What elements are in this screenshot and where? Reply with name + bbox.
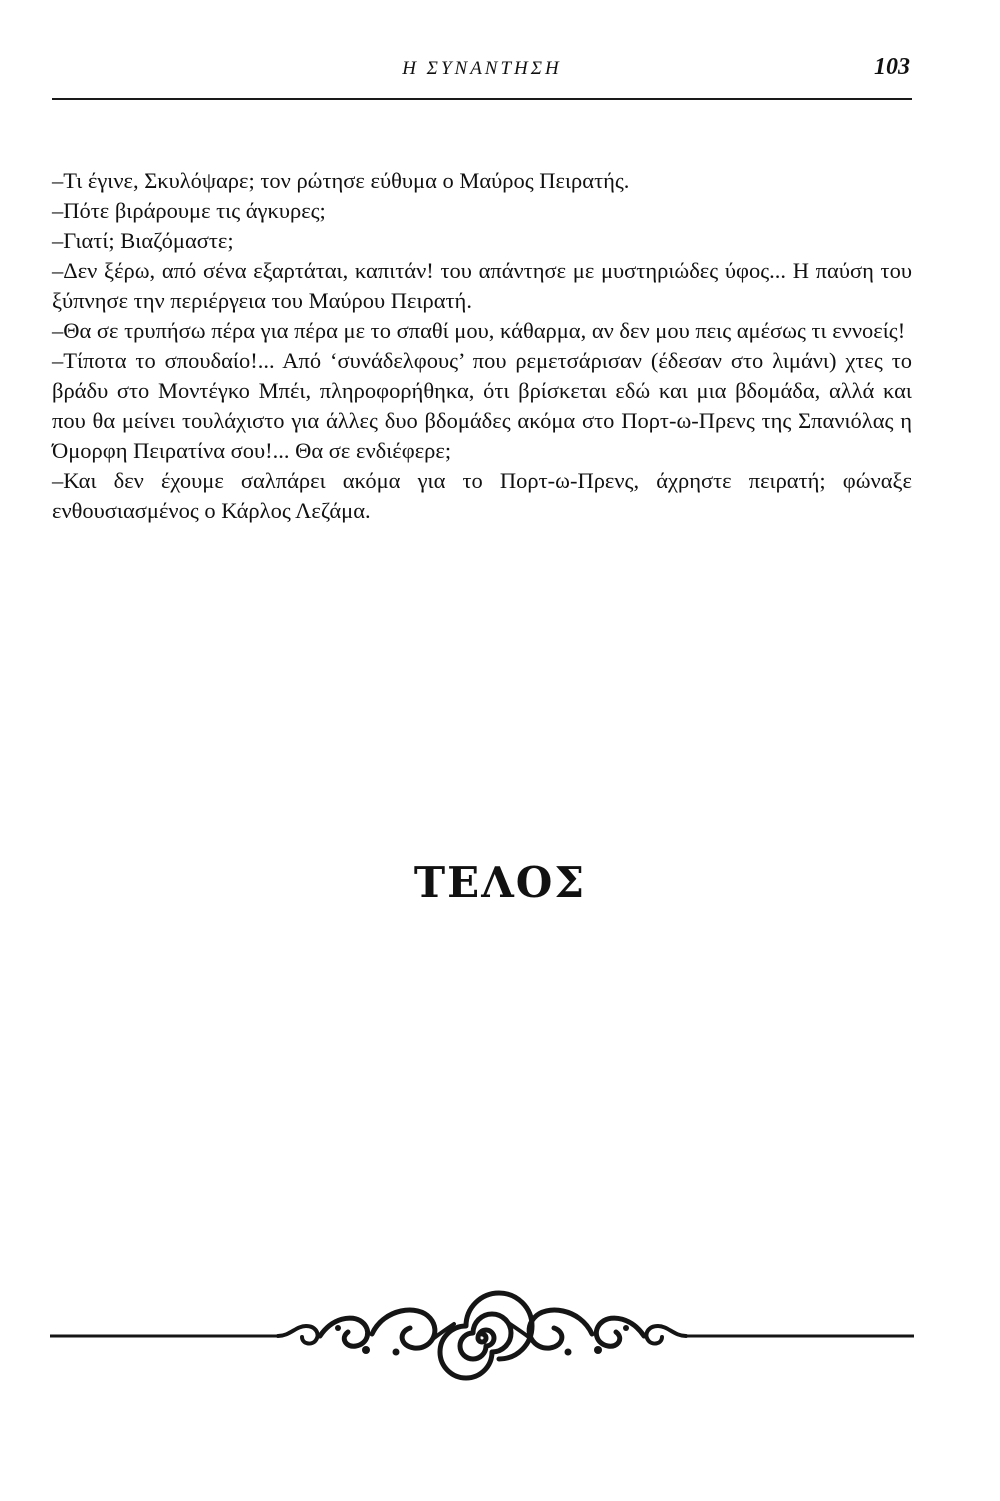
running-title: Η ΣΥΝΑΝΤΗΣΗ (402, 58, 562, 79)
paragraph: –Δεν ξέρω, από σένα εξαρτάται, καπιτάν! του απάντησε με μυστηριώδες ύφος... Η παύση του ξύπνησε την περιέργεια του Μαύρου Πειρατή. (52, 258, 912, 313)
paragraph: –Πότε βιράρουμε τις άγκυρες; (52, 198, 326, 223)
paragraph: –Γιατί; Βιαζόμαστε; (52, 228, 234, 253)
page-number: 103 (874, 54, 910, 80)
paragraph: –Θα σε τρυπήσω πέρα για πέρα με το σπαθί μου, κάθαρμα, αν δεν μου πεις αμέσως τι εννοείς! (52, 318, 906, 343)
paragraph: –Τι έγινε, Σκυλόψαρε; τον ρώτησε εύθυμα ο Μαύρος Πειρατής. (52, 168, 630, 193)
end-title: ΤΕΛΟΣ (413, 858, 587, 907)
paragraph: –Τίποτα το σπουδαίο!... Από ‘συνάδελφους’ που ρεμετσάρισαν (έδεσαν στο λιμάνι) χτες το βράδυ στο Μοντέγκο Μπέι, πληροφορήθηκα, ότι βρίσκεται εδώ και μια βδομάδα, αλλά και που θα μείνει τουλάχιστο για άλλες δυο βδομάδες ακόμα στο Πορτ-ω-Πρενς της Σπανιόλας η Όμορφη Πειρατίνα σου!... Θα σε ενδιέφερε; (52, 348, 912, 463)
paragraph: –Και δεν έχουμε σαλπάρει ακόμα για το Πορτ-ω-Πρενς, άχρηστε πειρατή; φώναξε ενθουσιασμένος ο Κάρλος Λεζάμα. (52, 468, 912, 523)
body-text (52, 166, 912, 526)
scroll-flourish-ornament-icon (50, 1288, 914, 1388)
page-header (52, 52, 912, 100)
